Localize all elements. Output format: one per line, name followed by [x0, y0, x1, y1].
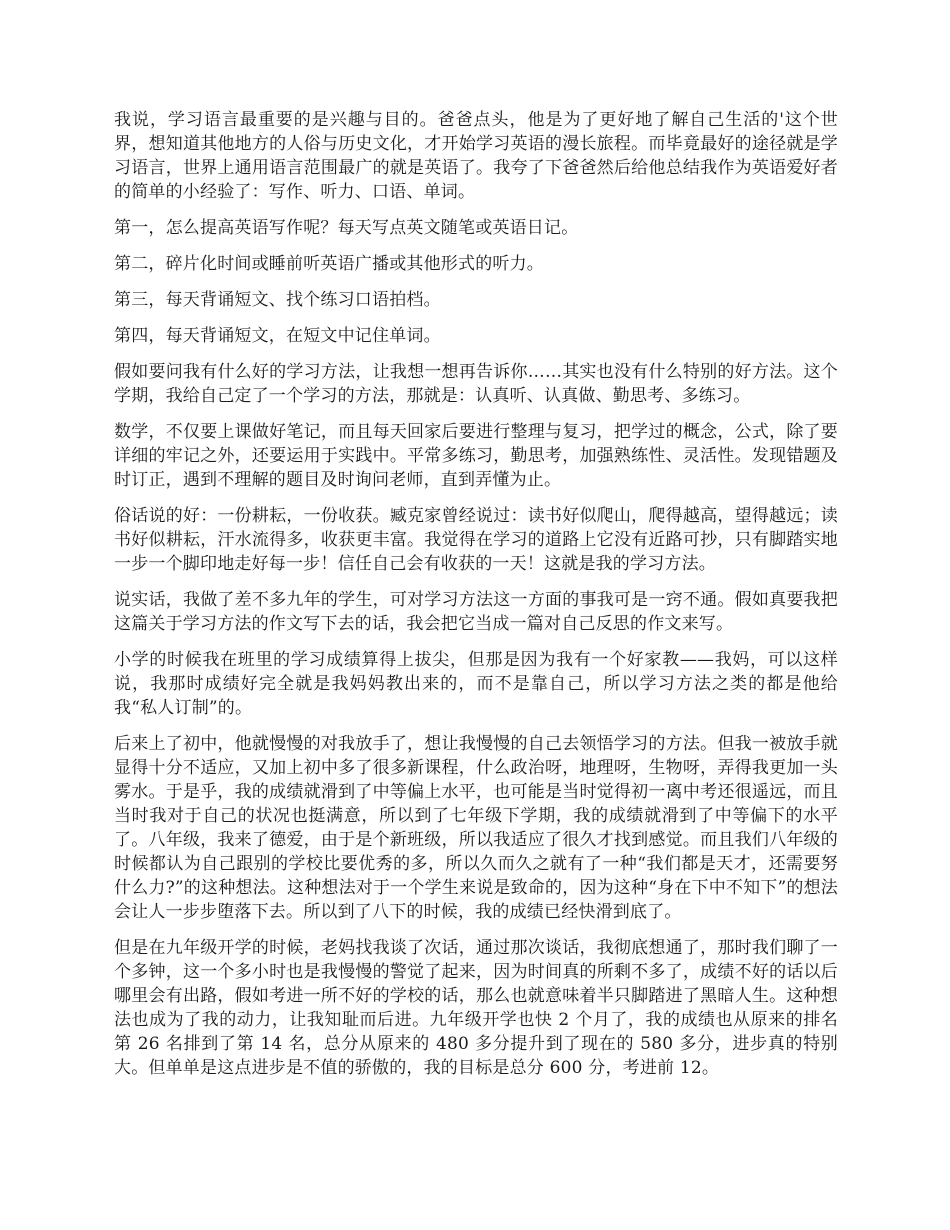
- paragraph-math: 数学，不仅要上课做好笔记，而且每天回家后要进行整理与复习，把学过的概念，公式，除了要详细的牢记之外，还要运用于实践中。平常多练习，勤思考，加强熟练性、灵活性。发现错题及时订正，遇到不理解的题目及时询问老师，直到弄懂为止。: [114, 422, 838, 490]
- paragraph-tip-speaking: 第三，每天背诵短文、找个练习口语拍档。: [114, 290, 441, 310]
- paragraph-primary-school: 小学的时候我在班里的学习成绩算得上拔尖，但那是因为我有一个好家教——我妈，可以这样说，我那时成绩好完全就是我妈妈教出来的，而不是靠自己，所以学习方法之类的都是他给我“私人订制”的。: [114, 650, 838, 718]
- paragraph-tip-writing: 第一，怎么提高英语写作呢？每天写点英文随笔或英语日记。: [114, 218, 579, 238]
- document-body: [114, 108, 838, 1092]
- paragraph-tip-listening: 第二，碎片化时间或睡前听英语广播或其他形式的听力。: [114, 254, 544, 274]
- paragraph-proverb: 俗话说的好：一份耕耘，一份收获。臧克家曾经说过：读书好似爬山，爬得越高，望得越远；读书好似耕耘，汗水流得多，收获更丰富。我觉得在学习的道路上它没有近路可抄，只有脚踏实地一步一个脚印地走好每一步！信任自己会有收获的一天！这就是我的学习方法。: [114, 506, 838, 574]
- paragraph-honesty: 说实话，我做了差不多九年的学生，可对学习方法这一方面的事我可是一窍不通。假如真要我把这篇关于学习方法的作文写下去的话，我会把它当成一篇对自己反思的作文来写。: [114, 590, 838, 634]
- paragraph-interest-and-purpose: 我说，学习语言最重要的是兴趣与目的。爸爸点头，他是为了更好地了解自己生活的'这个世界，想知道其他地方的人俗与历史文化，才开始学习英语的漫长旅程。而毕竟最好的途径就是学习语言，世界上通用语言范围最广的就是英语了。我夸了下爸爸然后给他总结我作为英语爱好者的简单的小经验了：写作、听力、口语、单词。: [114, 110, 838, 202]
- paragraph-grade-nine: 但是在九年级开学的时候，老妈找我谈了次话，通过那次谈话，我彻底想通了，那时我们聊了一个多钟，这一个多小时也是我慢慢的警觉了起来，因为时间真的所剩不多了，成绩不好的话以后哪里会有出路，假如考进一所不好的学校的话，那么也就意味着半只脚踏进了黑暗人生。这种想法也成为了我的动力，让我知耻而后进。九年级开学也快 2 个月了，我的成绩也从原来的排名第 26 名排到了第 14 名，总分从原来的 480 多分提升到了现在的 580 多分，进步真的特别大。但单单是这点进步是不值的骄傲的，我的目标是总分 600 分，考进前 12。: [114, 938, 838, 1078]
- paragraph-tip-vocabulary: 第四，每天背诵短文，在短文中记住单词。: [114, 326, 441, 346]
- paragraph-middle-school: 后来上了初中，他就慢慢的对我放手了，想让我慢慢的自己去领悟学习的方法。但我一被放手就显得十分不适应，又加上初中多了很多新课程，什么政治呀，地理呀，生物呀，弄得我更加一头雾水。于是乎，我的成绩就滑到了中等偏上水平，也可能是当时觉得初一离中考还很遥远，而且当时我对于自己的状况也挺满意，所以到了七年级下学期，我的成绩就滑到了中等偏下的水平了。八年级，我来了德爱，由于是个新班级，所以我适应了很久才找到感觉。而且我们八年级的时候都认为自己跟别的学校比要优秀的多，所以久而久之就有了一种“我们都是天才，还需要努什么力?”的这种想法。这种想法对于一个学生来说是致命的，因为这种“身在下中不知下”的想法会让人一步步堕落下去。所以到了八下的时候，我的成绩已经快滑到底了。: [114, 734, 838, 922]
- paragraph-study-method: 假如要问我有什么好的学习方法，让我想一想再告诉你……其实也没有什么特别的好方法。这个学期，我给自己定了一个学习的方法，那就是：认真听、认真做、勤思考、多练习。: [114, 362, 838, 406]
